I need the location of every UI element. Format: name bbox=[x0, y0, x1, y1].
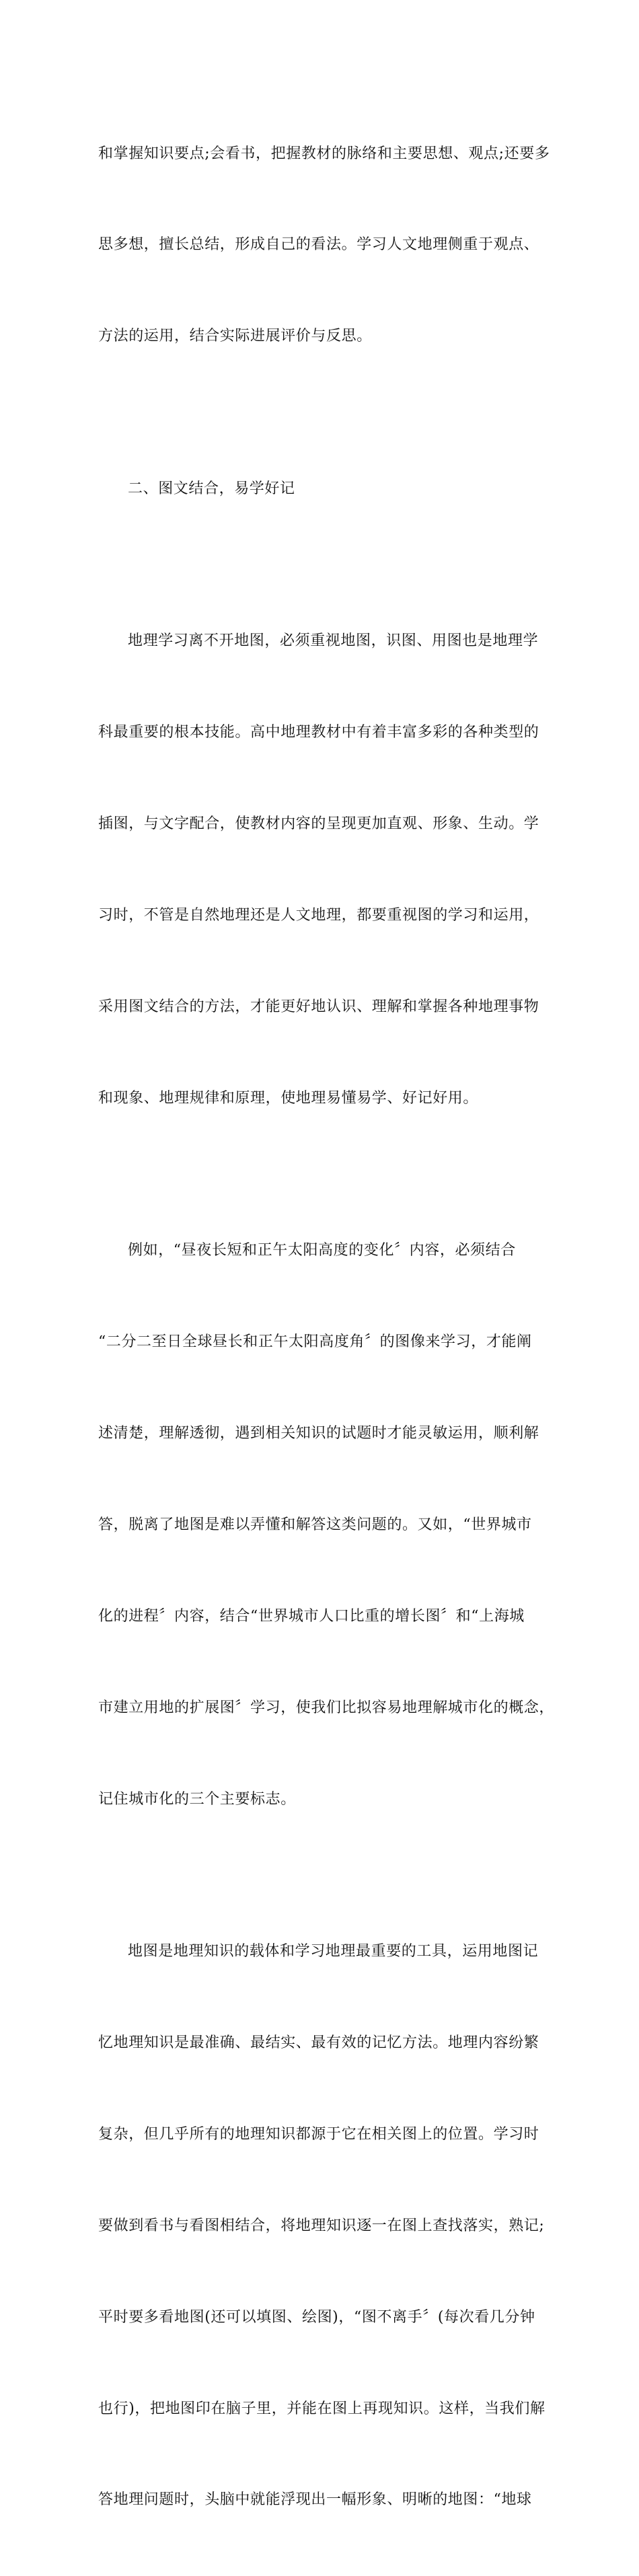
text-line: “二分二至日全球昼长和正午太阳高度角〞的图像来学习，才能阐 bbox=[98, 1333, 532, 1351]
text-line: 化的进程〞内容，结合“世界城市人口比重的增长图〞和“上海城 bbox=[98, 1607, 525, 1625]
text-line: 插图，与文字配合，使教材内容的呈现更加直观、形象、生动。学 bbox=[98, 815, 539, 833]
text-line: 地理学习离不开地图，必须重视地图，识图、用图也是地理学 bbox=[128, 632, 539, 650]
text-line: 地图是地理知识的载体和学习地理最重要的工具，运用地图记 bbox=[128, 1943, 539, 1960]
text-line: 思多想，擅长总结，形成自己的看法。学习人文地理侧重于观点、 bbox=[98, 236, 539, 254]
text-line: 要做到看书与看图相结合，将地理知识逐一在图上查找落实，熟记; bbox=[98, 2217, 545, 2234]
heading-text: 二、图文结合，易学好记 bbox=[128, 480, 295, 497]
paragraph-4 bbox=[98, 1175, 562, 1876]
paragraph-3 bbox=[98, 565, 562, 1175]
text-line: 例如，“昼夜长短和正午太阳高度的变化〞内容，必须结合 bbox=[128, 1242, 516, 1259]
paragraph-1 bbox=[98, 77, 562, 412]
text-line: 市建立用地的扩展图〞学习，使我们比拟容易地理解城市化的概念， bbox=[98, 1699, 555, 1716]
paragraph-5 bbox=[98, 1876, 562, 2576]
text-line: 答地理问题时，头脑中就能浮现出一幅形象、明晰的地图：“地球 bbox=[98, 2491, 532, 2509]
text-line: 方法的运用，结合实际进展评价与反思。 bbox=[98, 328, 372, 345]
text-line: 忆地理知识是最准确、最结实、最有效的记忆方法。地理内容纷繁 bbox=[98, 2034, 539, 2051]
text-line: 采用图文结合的方法，才能更好地认识、理解和掌握各种地理事物 bbox=[98, 998, 539, 1015]
text-line: 记住城市化的三个主要标志。 bbox=[98, 1790, 296, 1808]
text-line: 答，脱离了地图是难以弄懂和解答这类问题的。又如，“世界城市 bbox=[98, 1516, 532, 1533]
text-line: 平时要多看地图(还可以填图、绘图)，“图不离手〞(每次看几分钟 bbox=[98, 2308, 535, 2326]
text-line: 和现象、地理规律和原理，使地理易懂易学、好记好用。 bbox=[98, 1089, 479, 1107]
text-line: 述清楚，理解透彻，遇到相关知识的试题时才能灵敏运用，顺利解 bbox=[98, 1425, 539, 1442]
text-line: 科最重要的根本技能。高中地理教材中有着丰富多彩的各种类型的 bbox=[98, 724, 539, 741]
section-heading bbox=[98, 412, 562, 564]
text-line: 习时，不管是自然地理还是人文地理，都要重视图的学习和运用， bbox=[98, 907, 539, 924]
document-body bbox=[98, 77, 562, 2576]
text-line: 复杂，但几乎所有的地理知识都源于它在相关图上的位置。学习时 bbox=[98, 2125, 539, 2143]
text-line: 也行)，把地图印在脑子里，并能在图上再现知识。这样，当我们解 bbox=[98, 2400, 546, 2417]
text-line: 和掌握知识要点;会看书，把握教材的脉络和主要思想、观点;还要多 bbox=[98, 145, 550, 162]
